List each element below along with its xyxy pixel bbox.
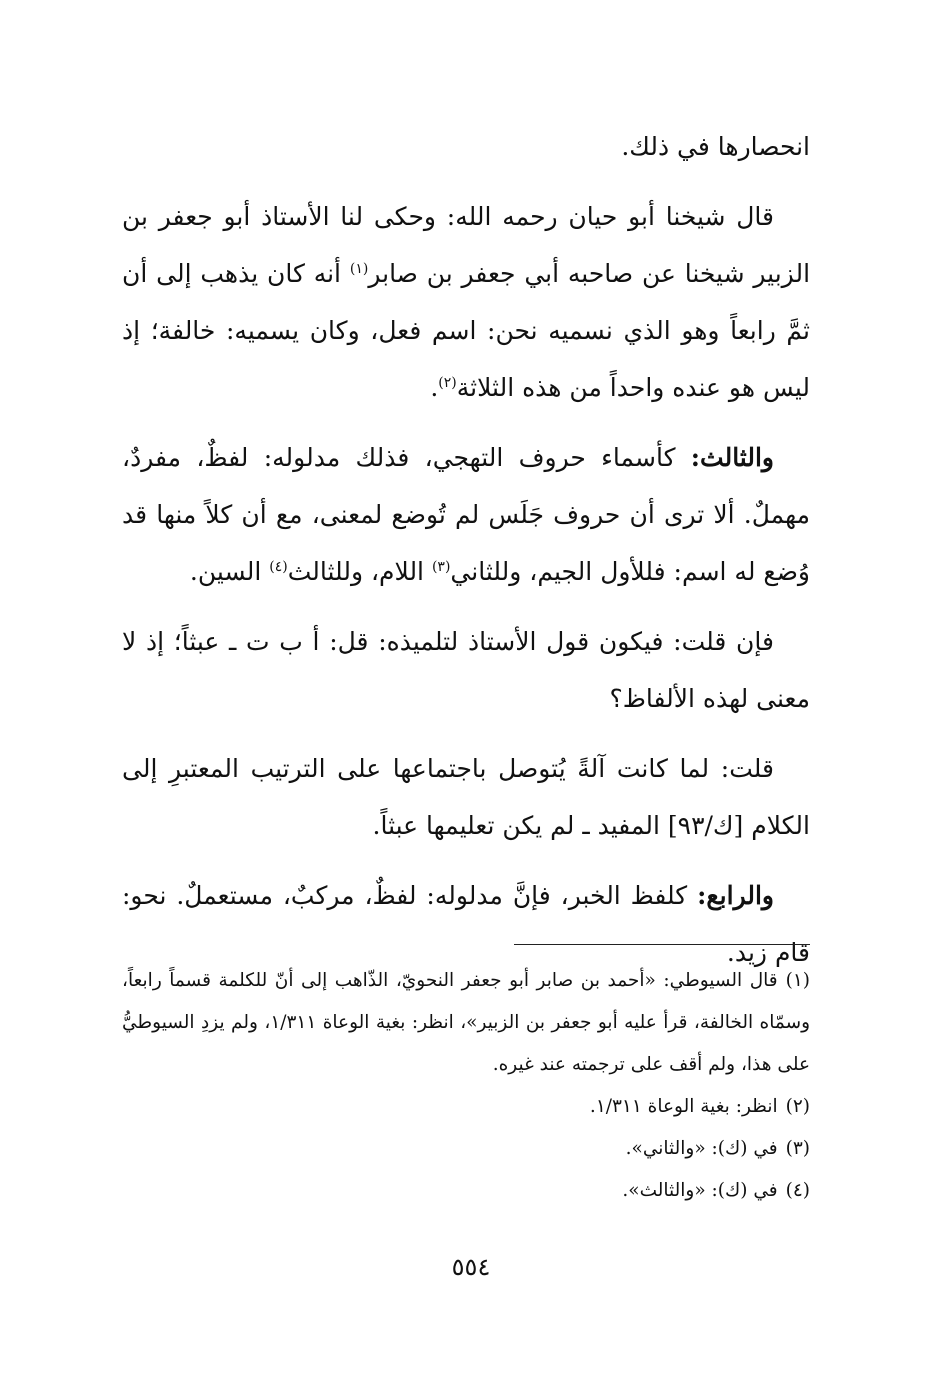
paragraph-1 bbox=[122, 118, 810, 175]
footnote-number: (١) bbox=[785, 970, 810, 991]
paragraph-3 bbox=[122, 429, 810, 600]
paragraph-2-text-a: قال شيخنا أبو حيان رحمه الله: وحكى لنا الأستاذ أبو جعفر بن الزبير شيخنا عن صاحبه أبي جعفر بن صابر bbox=[122, 202, 811, 288]
paragraph-6-heading: والرابع: bbox=[697, 881, 774, 910]
paragraph-4-text: فإن قلت: فيكون قول الأستاذ لتلميذه: قل: أ ب ت ـ عبثاً؛ إذ لا معنى لهذه الألفاظ؟ bbox=[122, 627, 810, 713]
footnotes bbox=[122, 960, 810, 1212]
paragraph-3-text-c: السين. bbox=[189, 557, 270, 586]
footnote-number: (٣) bbox=[785, 1138, 810, 1159]
footnote-3 bbox=[122, 1128, 810, 1170]
footnote-ref-4[interactable]: (٤) bbox=[269, 559, 288, 575]
main-text bbox=[122, 118, 810, 994]
footnote-text: في (ك): «والثاني». bbox=[625, 1138, 778, 1159]
paragraph-6-text-a: كلفظ الخبر، فإنَّ مدلوله: لفظٌ، مركبٌ، مستعملٌ. نحو: قام زيد. bbox=[122, 881, 810, 967]
footnote-ref-3[interactable]: (٣) bbox=[431, 559, 451, 575]
paragraph-5-text: قلت: لما كانت آلةً يُتوصل باجتماعها على الترتيب المعتبرِ إلى الكلام [ك/٩٣] المفيد ـ لم يكن تعليمها عبثاً. bbox=[122, 754, 810, 840]
footnote-text: في (ك): «والثالث». bbox=[622, 1180, 778, 1201]
paragraph-1-text: انحصارها في ذلك. bbox=[621, 132, 810, 161]
footnote-4 bbox=[122, 1170, 810, 1212]
paragraph-5 bbox=[122, 740, 810, 854]
footnote-2 bbox=[122, 1086, 810, 1128]
paragraph-2-text-c: . bbox=[430, 373, 439, 402]
footnote-text: قال السيوطي: «أحمد بن صابر أبو جعفر النحويّ، الذّاهب إلى أنّ للكلمة قسماً رابعاً، وسمّاه الخالفة، قرأ عليه أبو جعفر بن الزبير»، انظر: بغية الوعاة ١/٣١١، ولم يزدِ السيوطيُّ على هذا، ولم أقف على ترجمته عند غيره. bbox=[122, 970, 811, 1075]
footnote-1 bbox=[122, 960, 810, 1086]
footnote-text: انظر: بغية الوعاة ١/٣١١. bbox=[589, 1096, 778, 1117]
paragraph-2 bbox=[122, 188, 810, 416]
paragraph-3-text-a: كأسماء حروف التهجي، فذلك مدلوله: لفظٌ، مفردٌ، مهملٌ. ألا ترى أن حروف جَلَس لم تُوضع لمعنى، مع أن كلاً منها قد وُضع له اسم: فللأول الجيم، وللثاني bbox=[122, 443, 810, 586]
paragraph-4 bbox=[122, 613, 810, 727]
page-number: ٥٥٤ bbox=[451, 1253, 491, 1281]
footnote-number: (٢) bbox=[785, 1096, 810, 1117]
footnote-ref-1[interactable]: (١) bbox=[349, 261, 369, 277]
footnote-ref-2[interactable]: (٢) bbox=[438, 375, 457, 391]
paragraph-3-heading: والثالث: bbox=[690, 443, 774, 472]
footnote-number: (٤) bbox=[785, 1180, 810, 1201]
footnote-divider bbox=[514, 944, 810, 945]
paragraph-3-text-b: اللام، وللثالث bbox=[287, 557, 432, 586]
paragraph-2-text-b: أنه كان يذهب إلى أن ثمَّ رابعاً وهو الذي نسميه نحن: اسم فعل، وكان يسميه: خالفة؛ إذ ليس هو عنده واحداً من هذه الثلاثة bbox=[122, 259, 810, 402]
